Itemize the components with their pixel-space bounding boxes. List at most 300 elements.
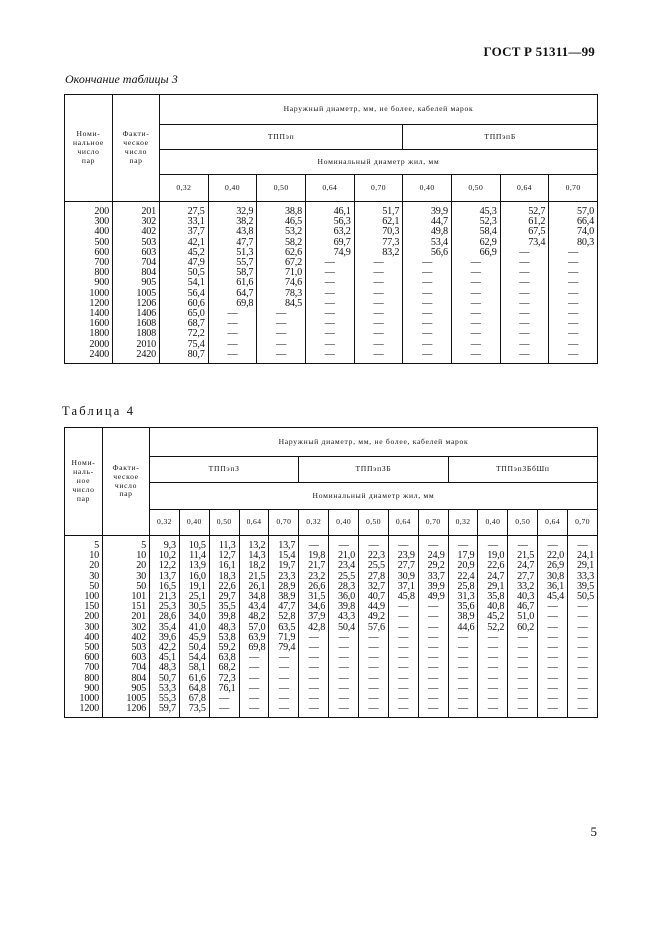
diameter-cell: 49,2 (359, 612, 389, 622)
diameter-cell: — (403, 319, 452, 329)
diameter-cell: — (418, 694, 448, 704)
diameter-cell: — (239, 663, 269, 673)
diameter-cell: — (403, 299, 452, 309)
diameter-cell: 44,7 (403, 217, 452, 227)
diameter-cell: 32,7 (359, 582, 389, 592)
nominal-pairs-cell: 1600 (65, 319, 113, 329)
wire-size-header: 0,64 (388, 510, 418, 536)
diameter-cell: — (568, 602, 598, 612)
diameter-cell: 28,9 (269, 582, 299, 592)
actual-pairs-cell: 302 (113, 217, 160, 227)
diameter-cell: — (478, 684, 508, 694)
actual-pairs-cell: 1608 (113, 319, 160, 329)
diameter-cell: 16,0 (179, 572, 209, 582)
diameter-cell: 39,8 (209, 612, 239, 622)
diameter-cell: 63,8 (209, 653, 239, 663)
diameter-cell: 19,0 (478, 551, 508, 561)
diameter-cell: 66,4 (549, 217, 598, 227)
diameter-cell: 23,2 (299, 572, 329, 582)
diameter-cell: — (538, 674, 568, 684)
table3 (64, 94, 598, 364)
nominal-pairs-cell: 600 (65, 248, 113, 258)
actual-pairs-cell: 704 (113, 258, 160, 268)
diameter-cell: 50,5 (160, 268, 209, 278)
table4-header-brand: ТППэпЗБбШп (448, 457, 597, 483)
diameter-cell: — (354, 289, 403, 299)
diameter-cell: 45,2 (478, 612, 508, 622)
nominal-pairs-cell: 1000 (65, 694, 103, 704)
diameter-cell: 57,6 (359, 623, 389, 633)
diameter-cell: 76,1 (209, 684, 239, 694)
diameter-cell: 61,2 (500, 217, 549, 227)
diameter-cell: 53,3 (150, 684, 180, 694)
diameter-cell: 11,3 (209, 536, 239, 552)
diameter-cell: — (500, 340, 549, 350)
diameter-cell: — (418, 653, 448, 663)
wire-size-header: 0,70 (568, 510, 598, 536)
actual-pairs-cell: 5 (103, 536, 150, 552)
diameter-cell: 64,8 (179, 684, 209, 694)
diameter-cell: — (359, 653, 389, 663)
diameter-cell: 67,2 (257, 258, 306, 268)
diameter-cell: 13,7 (269, 536, 299, 552)
diameter-cell: 12,2 (150, 561, 180, 571)
diameter-cell: 45,2 (160, 248, 209, 258)
diameter-cell: — (257, 340, 306, 350)
diameter-cell: 83,2 (354, 248, 403, 258)
diameter-cell: — (359, 663, 389, 673)
diameter-cell: — (239, 674, 269, 684)
diameter-cell: — (329, 674, 359, 684)
diameter-cell: — (448, 704, 478, 718)
diameter-cell: — (388, 663, 418, 673)
table4-caption: Таблица 4 (62, 404, 136, 418)
actual-pairs-cell: 1206 (103, 704, 150, 718)
diameter-cell: 27,7 (508, 572, 538, 582)
diameter-cell: — (500, 278, 549, 288)
diameter-cell: 56,6 (403, 248, 452, 258)
diameter-cell: 61,6 (208, 278, 257, 288)
diameter-cell: 84,5 (257, 299, 306, 309)
diameter-cell: — (451, 278, 500, 288)
diameter-cell: — (329, 663, 359, 673)
diameter-cell: 25,1 (179, 592, 209, 602)
diameter-cell: 72,2 (160, 329, 209, 339)
table4-header-outer-diameter: Наружный диаметр, мм, не более, кабелей марок (150, 428, 598, 457)
nominal-pairs-cell: 800 (65, 268, 113, 278)
diameter-cell: — (448, 684, 478, 694)
diameter-cell: 57,0 (549, 202, 598, 218)
diameter-cell: 53,8 (209, 633, 239, 643)
diameter-cell: 14,3 (239, 551, 269, 561)
diameter-cell: 23,3 (269, 572, 299, 582)
diameter-cell: 25,5 (329, 572, 359, 582)
wire-size-header: 0,50 (257, 175, 306, 202)
diameter-cell: 32,9 (208, 202, 257, 218)
diameter-cell: — (329, 653, 359, 663)
wire-size-header: 0,64 (305, 175, 354, 202)
diameter-cell: 73,5 (179, 704, 209, 718)
table-row (65, 350, 598, 364)
actual-pairs-cell: 2420 (113, 350, 160, 364)
diameter-cell: — (451, 268, 500, 278)
diameter-cell: 75,4 (160, 340, 209, 350)
diameter-cell: — (500, 309, 549, 319)
diameter-cell: 69,8 (208, 299, 257, 309)
diameter-cell: — (549, 258, 598, 268)
wire-size-header: 0,32 (448, 510, 478, 536)
diameter-cell: — (508, 653, 538, 663)
diameter-cell: — (418, 536, 448, 552)
diameter-cell: — (418, 623, 448, 633)
diameter-cell: — (418, 663, 448, 673)
diameter-cell: — (305, 299, 354, 309)
diameter-cell: — (388, 633, 418, 643)
diameter-cell: — (549, 268, 598, 278)
diameter-cell: 38,9 (448, 612, 478, 622)
diameter-cell: 27,7 (388, 561, 418, 571)
diameter-cell: 48,3 (150, 663, 180, 673)
diameter-cell: 74,6 (257, 278, 306, 288)
diameter-cell: — (329, 643, 359, 653)
diameter-cell: — (354, 309, 403, 319)
wire-size-header: 0,70 (269, 510, 299, 536)
nominal-pairs-cell: 1000 (65, 289, 113, 299)
diameter-cell: 45,1 (150, 653, 180, 663)
diameter-cell: — (299, 643, 329, 653)
table-row (65, 536, 598, 552)
diameter-cell: 74,9 (305, 248, 354, 258)
diameter-cell: — (508, 643, 538, 653)
diameter-cell: — (451, 299, 500, 309)
diameter-cell: 49,9 (418, 592, 448, 602)
actual-pairs-cell: 905 (103, 684, 150, 694)
wire-size-header: 0,50 (508, 510, 538, 536)
table-row (65, 704, 598, 718)
diameter-cell: — (568, 704, 598, 718)
diameter-cell: — (329, 633, 359, 643)
diameter-cell: — (478, 536, 508, 552)
diameter-cell: 13,9 (179, 561, 209, 571)
wire-size-header: 0,40 (208, 175, 257, 202)
diameter-cell: 25,8 (448, 582, 478, 592)
actual-pairs-cell: 503 (113, 238, 160, 248)
diameter-cell: 29,1 (478, 582, 508, 592)
table4-header-brand: ТППэпЗ (150, 457, 299, 483)
diameter-cell: 13,2 (239, 536, 269, 552)
diameter-cell: 19,1 (179, 582, 209, 592)
diameter-cell: — (403, 329, 452, 339)
diameter-cell: 51,3 (208, 248, 257, 258)
diameter-cell: 42,1 (160, 238, 209, 248)
diameter-cell: 72,3 (209, 674, 239, 684)
actual-pairs-cell: 201 (103, 612, 150, 622)
diameter-cell: 78,3 (257, 289, 306, 299)
diameter-cell: 35,5 (209, 602, 239, 612)
diameter-cell: 65,0 (160, 309, 209, 319)
diameter-cell: — (448, 536, 478, 552)
diameter-cell: 25,5 (359, 561, 389, 571)
diameter-cell: — (549, 289, 598, 299)
diameter-cell: — (451, 340, 500, 350)
wire-size-header: 0,70 (549, 175, 598, 202)
diameter-cell: — (448, 663, 478, 673)
diameter-cell: 30,9 (388, 572, 418, 582)
diameter-cell: — (418, 704, 448, 718)
actual-pairs-cell: 603 (113, 248, 160, 258)
diameter-cell: 59,2 (209, 643, 239, 653)
diameter-cell: — (549, 340, 598, 350)
diameter-cell: 22,0 (538, 551, 568, 561)
diameter-cell: 19,7 (269, 561, 299, 571)
wire-size-header: 0,32 (150, 510, 180, 536)
diameter-cell: — (269, 684, 299, 694)
table3-header-brand: ТППэпБ (403, 125, 598, 150)
diameter-cell: 12,7 (209, 551, 239, 561)
page-number: 5 (590, 824, 597, 839)
diameter-cell: — (305, 268, 354, 278)
nominal-pairs-cell: 50 (65, 582, 103, 592)
diameter-cell: — (359, 704, 389, 718)
actual-pairs-cell: 201 (113, 202, 160, 218)
actual-pairs-cell: 10 (103, 551, 150, 561)
diameter-cell: 35,8 (478, 592, 508, 602)
diameter-cell: 58,7 (208, 268, 257, 278)
table3-header-nominal-pairs: Номи- нальное число пар (65, 95, 113, 202)
diameter-cell: 57,0 (239, 623, 269, 633)
wire-size-header: 0,40 (329, 510, 359, 536)
diameter-cell: — (388, 674, 418, 684)
diameter-cell: — (269, 653, 299, 663)
diameter-cell: 38,9 (269, 592, 299, 602)
diameter-cell: 24,9 (418, 551, 448, 561)
diameter-cell: — (209, 694, 239, 704)
diameter-cell: — (299, 663, 329, 673)
diameter-cell: 40,8 (478, 602, 508, 612)
nominal-pairs-cell: 600 (65, 653, 103, 663)
diameter-cell: — (359, 643, 389, 653)
wire-size-header: 0,50 (359, 510, 389, 536)
diameter-cell: — (359, 633, 389, 643)
diameter-cell: — (538, 612, 568, 622)
diameter-cell: — (451, 309, 500, 319)
diameter-cell: 24,7 (478, 572, 508, 582)
diameter-cell: — (538, 653, 568, 663)
diameter-cell: — (388, 653, 418, 663)
diameter-cell: 59,7 (150, 704, 180, 718)
diameter-cell: — (448, 674, 478, 684)
diameter-cell: 47,7 (269, 602, 299, 612)
diameter-cell: 64,7 (208, 289, 257, 299)
nominal-pairs-cell: 500 (65, 643, 103, 653)
actual-pairs-cell: 804 (103, 674, 150, 684)
diameter-cell: 24,7 (508, 561, 538, 571)
diameter-cell: — (478, 704, 508, 718)
diameter-cell: — (299, 653, 329, 663)
diameter-cell: — (305, 350, 354, 364)
wire-size-header: 0,70 (354, 175, 403, 202)
diameter-cell: — (538, 663, 568, 673)
diameter-cell: — (403, 268, 452, 278)
diameter-cell: — (354, 340, 403, 350)
diameter-cell: — (354, 278, 403, 288)
diameter-cell: 24,1 (568, 551, 598, 561)
diameter-cell: — (299, 704, 329, 718)
diameter-cell: 60,2 (508, 623, 538, 633)
diameter-cell: 42,2 (150, 643, 180, 653)
table4-header-nominal-pairs: Номи- наль- ное число пар (65, 428, 103, 536)
diameter-cell: — (418, 684, 448, 694)
actual-pairs-cell: 1005 (113, 289, 160, 299)
diameter-cell: — (418, 602, 448, 612)
diameter-cell: 71,9 (269, 633, 299, 643)
diameter-cell: — (500, 258, 549, 268)
actual-pairs-cell: 101 (103, 592, 150, 602)
diameter-cell: 80,7 (160, 350, 209, 364)
wire-size-header: 0,50 (451, 175, 500, 202)
diameter-cell: 20,9 (448, 561, 478, 571)
actual-pairs-cell: 905 (113, 278, 160, 288)
diameter-cell: — (388, 684, 418, 694)
diameter-cell: 45,9 (179, 633, 209, 643)
nominal-pairs-cell: 10 (65, 551, 103, 561)
diameter-cell: — (538, 684, 568, 694)
diameter-cell: — (299, 684, 329, 694)
diameter-cell: 62,9 (451, 238, 500, 248)
diameter-cell: — (305, 289, 354, 299)
diameter-cell: 23,4 (329, 561, 359, 571)
diameter-cell: — (305, 340, 354, 350)
nominal-pairs-cell: 200 (65, 202, 113, 218)
diameter-cell: 39,8 (329, 602, 359, 612)
diameter-cell: 46,7 (508, 602, 538, 612)
diameter-cell: 50,7 (150, 674, 180, 684)
diameter-cell: 33,2 (508, 582, 538, 592)
diameter-cell: 28,3 (329, 582, 359, 592)
diameter-cell: 68,2 (209, 663, 239, 673)
diameter-cell: 74,0 (549, 227, 598, 237)
diameter-cell: — (403, 350, 452, 364)
diameter-cell: — (329, 694, 359, 704)
wire-size-header: 0,64 (538, 510, 568, 536)
diameter-cell: 58,2 (257, 238, 306, 248)
diameter-cell: 44,9 (359, 602, 389, 612)
diameter-cell: 25,3 (150, 602, 180, 612)
nominal-pairs-cell: 1400 (65, 309, 113, 319)
diameter-cell: — (299, 674, 329, 684)
diameter-cell: 66,9 (451, 248, 500, 258)
diameter-cell: 41,0 (179, 623, 209, 633)
actual-pairs-cell: 1005 (103, 694, 150, 704)
actual-pairs-cell: 1206 (113, 299, 160, 309)
diameter-cell: 38,8 (257, 202, 306, 218)
diameter-cell: — (538, 643, 568, 653)
diameter-cell: — (208, 340, 257, 350)
diameter-cell: 55,7 (208, 258, 257, 268)
diameter-cell: 62,1 (354, 217, 403, 227)
diameter-cell: — (549, 350, 598, 364)
diameter-cell: — (418, 643, 448, 653)
wire-size-header: 0,40 (403, 175, 452, 202)
diameter-cell: — (478, 674, 508, 684)
wire-size-header: 0,32 (299, 510, 329, 536)
diameter-cell: — (388, 612, 418, 622)
diameter-cell: 40,7 (359, 592, 389, 602)
diameter-cell: — (448, 653, 478, 663)
diameter-cell: — (451, 258, 500, 268)
diameter-cell: — (549, 309, 598, 319)
diameter-cell: 51,0 (508, 612, 538, 622)
diameter-cell: — (549, 329, 598, 339)
diameter-cell: 55,3 (150, 694, 180, 704)
diameter-cell: — (549, 248, 598, 258)
wire-size-header: 0,64 (239, 510, 269, 536)
diameter-cell: 37,1 (388, 582, 418, 592)
diameter-cell: 39,9 (418, 582, 448, 592)
nominal-pairs-cell: 5 (65, 536, 103, 552)
diameter-cell: — (508, 674, 538, 684)
diameter-cell: — (269, 663, 299, 673)
nominal-pairs-cell: 300 (65, 623, 103, 633)
diameter-cell: 33,7 (418, 572, 448, 582)
diameter-cell: — (305, 329, 354, 339)
diameter-cell: — (329, 684, 359, 694)
diameter-cell: 21,5 (508, 551, 538, 561)
diameter-cell: — (257, 309, 306, 319)
diameter-cell: — (359, 674, 389, 684)
diameter-cell: 46,1 (305, 202, 354, 218)
nominal-pairs-cell: 900 (65, 278, 113, 288)
diameter-cell: — (568, 653, 598, 663)
diameter-cell: — (354, 350, 403, 364)
diameter-cell: — (500, 248, 549, 258)
diameter-cell: 30,8 (538, 572, 568, 582)
nominal-pairs-cell: 2000 (65, 340, 113, 350)
actual-pairs-cell: 151 (103, 602, 150, 612)
diameter-cell: — (508, 704, 538, 718)
diameter-cell: 31,5 (299, 592, 329, 602)
diameter-cell: 26,1 (239, 582, 269, 592)
nominal-pairs-cell: 300 (65, 217, 113, 227)
table3-caption: Окончание таблицы 3 (65, 72, 178, 86)
diameter-cell: — (538, 704, 568, 718)
nominal-pairs-cell: 500 (65, 238, 113, 248)
diameter-cell: — (538, 633, 568, 643)
actual-pairs-cell: 1406 (113, 309, 160, 319)
diameter-cell: — (239, 684, 269, 694)
diameter-cell: — (388, 536, 418, 552)
diameter-cell: — (269, 694, 299, 704)
table3-header-wire-diameter: Номинальный диаметр жил, мм (160, 150, 598, 175)
diameter-cell: 29,7 (209, 592, 239, 602)
diameter-cell: 54,1 (160, 278, 209, 288)
diameter-cell: 33,3 (568, 572, 598, 582)
diameter-cell: — (239, 653, 269, 663)
diameter-cell: — (508, 633, 538, 643)
diameter-cell: 48,2 (239, 612, 269, 622)
diameter-cell: 28,6 (150, 612, 180, 622)
diameter-cell: — (388, 623, 418, 633)
nominal-pairs-cell: 1800 (65, 329, 113, 339)
diameter-cell: — (549, 319, 598, 329)
diameter-cell: 15,4 (269, 551, 299, 561)
diameter-cell: 77,3 (354, 238, 403, 248)
diameter-cell: 51,7 (354, 202, 403, 218)
diameter-cell: — (418, 633, 448, 643)
diameter-cell: 71,0 (257, 268, 306, 278)
diameter-cell: — (500, 350, 549, 364)
diameter-cell: 50,4 (329, 623, 359, 633)
